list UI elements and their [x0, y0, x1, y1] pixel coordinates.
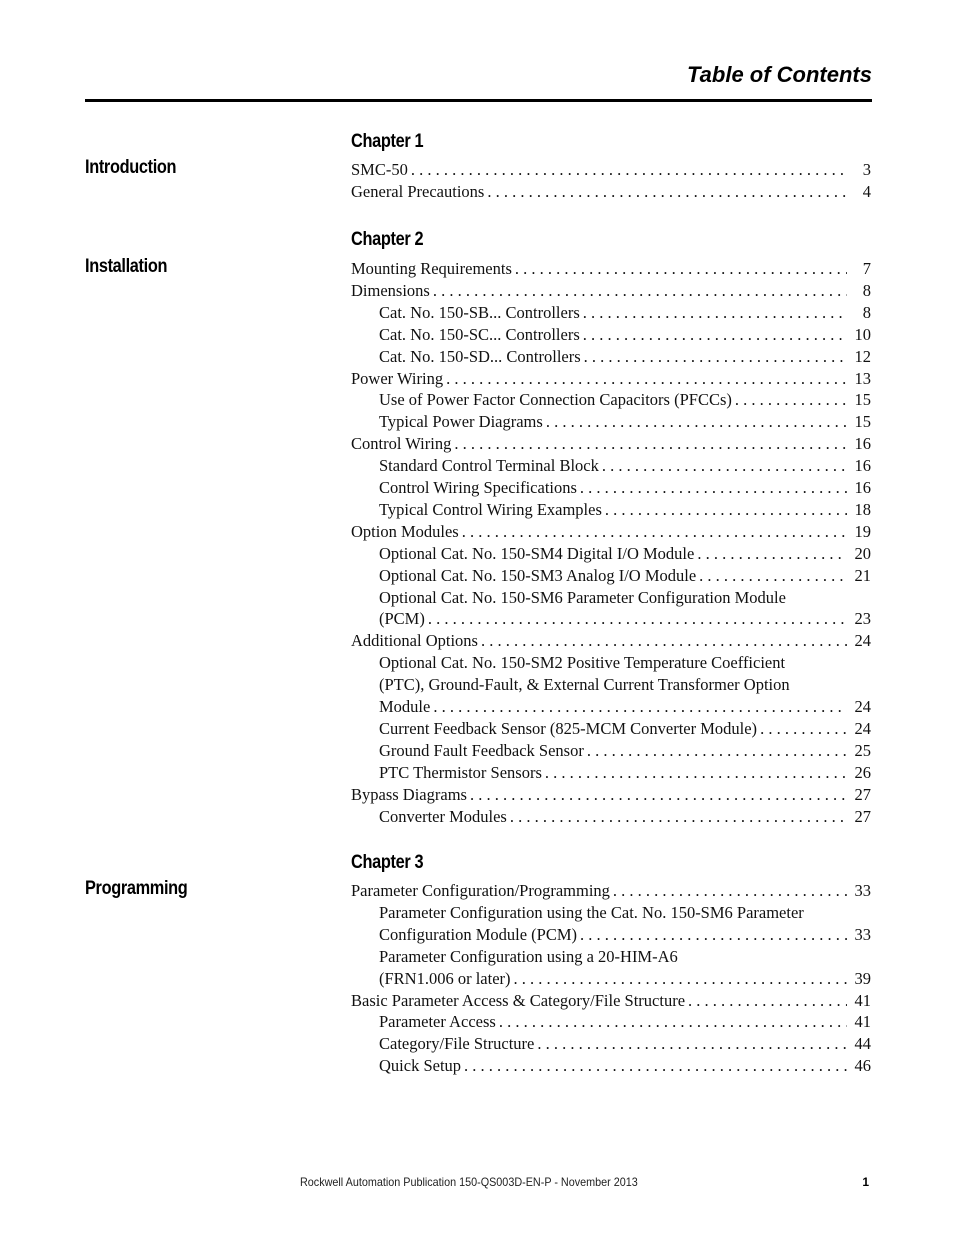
toc-entry-label: Basic Parameter Access & Category/File Structure [351, 990, 686, 1010]
toc-entry-label: Additional Options [351, 631, 478, 651]
toc-entry[interactable] [379, 806, 871, 828]
toc-entry-label: Optional Cat. No. 150-SM6 Parameter Configuration Module [379, 587, 786, 607]
toc-page-number: 19 [854, 521, 871, 541]
toc-page-number: 23 [854, 609, 871, 629]
toc-page-number: 16 [854, 478, 871, 497]
toc-page-number: 18 [854, 499, 871, 519]
toc-entry-label: Use of Power Factor Connection Capacitors (PFCCs) [379, 390, 732, 410]
dot-leader [605, 499, 847, 521]
toc-entry-label: Cat. No. 150-SB... Controllers [379, 302, 580, 322]
toc-entry[interactable] [379, 762, 871, 784]
dot-leader [446, 368, 847, 390]
toc-entry[interactable] [379, 389, 871, 411]
toc-entry[interactable] [351, 521, 871, 543]
toc-page-number: 15 [854, 412, 871, 432]
dot-leader [515, 258, 847, 280]
toc-page-number: 8 [862, 280, 871, 300]
dot-leader [613, 880, 847, 902]
toc-entry[interactable] [379, 324, 871, 346]
dot-leader [487, 181, 847, 203]
toc-entry-label: (PTC), Ground-Fault, & External Current Transformer Option [379, 675, 790, 695]
dot-leader [688, 990, 847, 1012]
toc-entry-label: Ground Fault Feedback Sensor [379, 740, 584, 760]
toc-entry-label: Current Feedback Sensor (825-MCM Converter Module) [379, 718, 758, 738]
dot-leader [411, 159, 847, 181]
toc-entry[interactable] [379, 674, 871, 696]
dot-leader [546, 411, 847, 433]
toc-entry-label: Option Modules [351, 521, 459, 541]
section-title: Introduction [85, 157, 177, 178]
dot-leader [537, 1033, 847, 1055]
toc-page-number: 4 [862, 181, 871, 201]
toc-entry-label: Optional Cat. No. 150-SM2 Positive Temperature Coefficient [379, 653, 786, 673]
toc-page-number: 3 [862, 160, 871, 179]
toc-page-number: 24 [854, 697, 871, 716]
toc-page-number: 41 [854, 1012, 871, 1032]
footer-publication: Rockwell Automation Publication 150-QS003D-EN-P - November 2013 [300, 1175, 638, 1189]
toc-entry-label: (FRN1.006 or later) [379, 968, 511, 988]
toc-page-number: 24 [854, 631, 871, 651]
dot-leader [510, 806, 847, 828]
toc-page-number: 44 [854, 1034, 871, 1054]
toc-entry[interactable] [351, 880, 871, 902]
toc-entry-label: Control Wiring Specifications [379, 478, 577, 497]
toc-page-number: 13 [854, 368, 871, 388]
toc-entry[interactable] [351, 630, 871, 652]
dot-leader [760, 718, 847, 740]
toc-entry-label: Dimensions [351, 280, 430, 300]
toc-entry-label: Converter Modules [379, 806, 507, 826]
toc-page-number: 27 [854, 784, 871, 804]
toc-entry[interactable] [379, 718, 871, 740]
title-divider [85, 99, 872, 102]
toc-page-number: 12 [854, 346, 871, 366]
toc-page-number: 21 [854, 565, 871, 585]
toc-entry-label: Mounting Requirements [351, 259, 512, 278]
toc-entry[interactable] [379, 499, 871, 521]
dot-leader [514, 968, 847, 990]
toc-entry[interactable] [379, 740, 871, 762]
toc-entry-label: Cat. No. 150-SC... Controllers [379, 324, 580, 344]
toc-entry[interactable] [379, 455, 871, 477]
toc-page-number: 16 [854, 434, 871, 454]
toc-entry-label: SMC-50 [351, 160, 408, 179]
toc-entry-label: Quick Setup [379, 1056, 462, 1076]
toc-entry-label: Category/File Structure [379, 1034, 535, 1054]
toc-entry-label: Optional Cat. No. 150-SM4 Digital I/O Module [379, 543, 695, 563]
toc-entry[interactable] [351, 368, 871, 390]
toc-page-number: 33 [854, 881, 871, 900]
toc-entry-label: Typical Power Diagrams [379, 412, 543, 432]
toc-entry-label: Cat. No. 150-SD... Controllers [379, 346, 581, 366]
toc-page-number: 16 [854, 456, 871, 476]
toc-entry[interactable] [379, 1011, 871, 1033]
dot-leader [580, 477, 847, 499]
toc-entry[interactable] [379, 543, 871, 565]
chapter-heading: Chapter 3 [351, 852, 424, 873]
toc-entry[interactable] [379, 1033, 871, 1055]
section-title: Programming [85, 878, 188, 899]
footer-page-number: 1 [862, 1175, 869, 1189]
toc-entry-label: PTC Thermistor Sensors [379, 762, 542, 782]
dot-leader [454, 433, 847, 455]
toc-page-number: 25 [854, 740, 871, 760]
toc-page-number: 24 [854, 718, 871, 738]
toc-entry[interactable] [351, 159, 871, 181]
toc-entry-label: Optional Cat. No. 150-SM3 Analog I/O Module [379, 565, 697, 585]
chapter-heading: Chapter 1 [351, 131, 424, 152]
dot-leader [697, 543, 847, 565]
toc-entry-label: Parameter Configuration using the Cat. No. 150-SM6 Parameter [379, 902, 804, 922]
toc-entry[interactable] [379, 587, 871, 609]
toc-entry[interactable] [379, 346, 871, 368]
dot-leader [580, 924, 847, 946]
chapter-heading: Chapter 2 [351, 229, 424, 250]
toc-entry[interactable] [379, 565, 871, 587]
toc-page-number: 39 [854, 968, 871, 988]
toc-entry[interactable] [379, 411, 871, 433]
toc-entry-label: General Precautions [351, 181, 485, 201]
toc-page-number: 8 [862, 302, 871, 322]
toc-entry-label: Parameter Configuration using a 20-HIM-A6 [379, 946, 678, 966]
toc-page-number: 33 [854, 924, 871, 944]
dot-leader [583, 324, 847, 346]
toc-entry[interactable] [379, 696, 871, 718]
page-title: Table of Contents [687, 62, 872, 87]
dot-leader [433, 280, 847, 302]
toc-entry[interactable] [379, 1055, 871, 1077]
dot-leader [470, 784, 847, 806]
toc-page-number: 7 [862, 259, 871, 278]
toc-entry[interactable] [379, 968, 871, 990]
dot-leader [602, 455, 847, 477]
toc-entry[interactable] [351, 258, 871, 280]
toc-page-number: 46 [854, 1056, 871, 1076]
toc-entry[interactable] [351, 784, 871, 806]
dot-leader [462, 521, 847, 543]
toc-entry-label: Parameter Configuration/Programming [351, 881, 610, 900]
toc-page-number: 20 [854, 543, 871, 563]
dot-leader [583, 302, 847, 324]
dot-leader [433, 696, 847, 718]
toc-page-number: 15 [854, 390, 871, 410]
toc-entry-label: Control Wiring [351, 434, 452, 454]
dot-leader [428, 608, 847, 630]
dot-leader [545, 762, 847, 784]
toc-entry-label: Configuration Module (PCM) [379, 924, 577, 944]
toc-entry[interactable] [379, 477, 871, 499]
dot-leader [499, 1011, 847, 1033]
toc-entry[interactable] [379, 946, 871, 968]
dot-leader [481, 630, 847, 652]
toc-entry-label: Standard Control Terminal Block [379, 456, 599, 476]
toc-entry[interactable] [379, 608, 871, 630]
dot-leader [464, 1055, 847, 1077]
dot-leader [699, 565, 847, 587]
toc-entry[interactable] [379, 302, 871, 324]
toc-entry[interactable] [351, 433, 871, 455]
toc-entry[interactable] [379, 924, 871, 946]
toc-entry-label: Typical Control Wiring Examples [379, 499, 602, 519]
dot-leader [735, 389, 847, 411]
toc-entry-label: (PCM) [379, 609, 425, 629]
toc-entry-label: Bypass Diagrams [351, 784, 467, 804]
toc-entry[interactable] [379, 902, 871, 924]
toc-entry-label: Parameter Access [379, 1012, 496, 1032]
toc-page-number: 10 [854, 324, 871, 344]
toc-entry[interactable] [351, 181, 871, 203]
section-title: Installation [85, 256, 168, 277]
dot-leader [584, 346, 847, 368]
toc-entry[interactable] [351, 280, 871, 302]
toc-page-number: 26 [854, 762, 871, 782]
dot-leader [587, 740, 847, 762]
toc-entry[interactable] [351, 990, 871, 1012]
toc-page-number: 41 [854, 990, 871, 1010]
toc-page-number: 27 [854, 806, 871, 826]
toc-entry-label: Power Wiring [351, 368, 444, 388]
toc-entry-label: Module [379, 697, 431, 716]
toc-entry[interactable] [379, 652, 871, 674]
